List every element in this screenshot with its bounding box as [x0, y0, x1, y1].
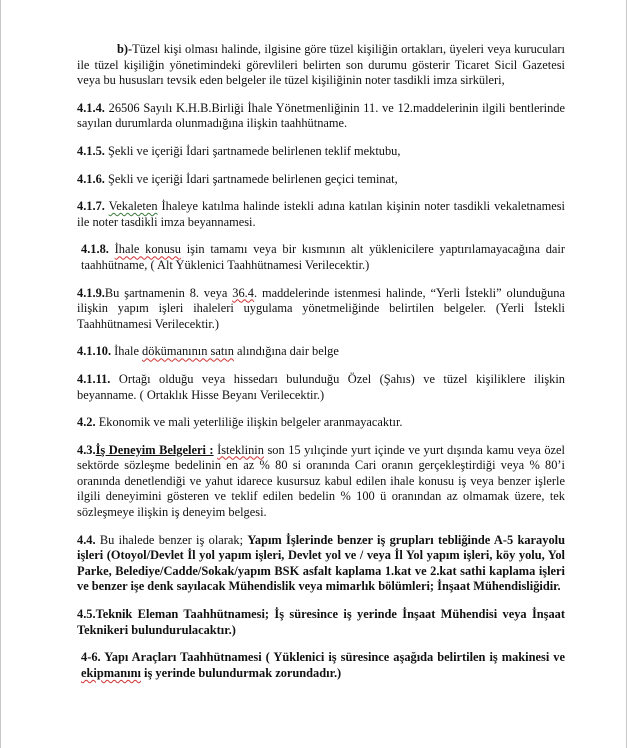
- item-pre: Bu ihalede benzer iş olarak;: [95, 532, 248, 547]
- item-text: . maddelerinde istenmesi halinde, “Yerli İstekli” olunduğuna ilişkin yapım işleri ihaleleri uygulama yönetmeliğinde belirtilen belgeler. (Yerli İstekli Taahhütnamesi Verilecektir.): [77, 285, 565, 331]
- item-text: Ekonomik ve mali yeterliliğe ilişkin belgeler aranmayacaktır.: [95, 415, 403, 430]
- paragraph-b: [77, 42, 565, 89]
- paragraph-4-1-9: [77, 286, 565, 333]
- item-number: 4.3.: [77, 442, 96, 457]
- item-number: 4.1.10.: [77, 344, 112, 359]
- item-number: 4.1.9.: [77, 285, 105, 300]
- item-number: 4-6.: [81, 650, 101, 665]
- item-number: 4.1.5.: [77, 143, 105, 158]
- paragraph-4-1-5: [77, 144, 565, 160]
- flagged-word: İsteklinin: [217, 442, 264, 457]
- item-text: 4.5.Teknik Eleman Taahhütnamesi; İş süresince iş yerinde İnşaat Mühendisi veya İnşaat Teknikeri bulundurulacaktır.): [77, 607, 565, 637]
- item-text: işin tamamı veya bir kısmının alt yüklenicilere yaptırılamayacağına dair taahhütname, ( Alt Yüklenici Taahhütnamesi Verilecektir.): [81, 242, 565, 272]
- item-text: iş yerinde bulundurmak zorundadır.): [140, 665, 342, 680]
- paragraph-4-1-4: [77, 101, 565, 132]
- item-label: b)-: [117, 42, 133, 56]
- paragraph-4-1-11: [77, 372, 565, 403]
- paragraph-4-1-6: [77, 172, 565, 188]
- paragraph-4-2: [77, 415, 565, 431]
- item-text: Şekli ve içeriği İdari şartnamede belirlenen teklif mektubu,: [104, 143, 401, 158]
- flagged-word: dökümanının satın: [142, 344, 234, 359]
- item-pre: Bu şartnamenin 8. veya: [104, 285, 233, 300]
- flagged-word: Vekaleten: [108, 199, 158, 214]
- paragraph-4-4: [77, 533, 565, 595]
- item-bold-text: Yapım İşlerinde benzer iş grupları tebliğinde A-5 karayolu işleri (Otoyol/Devlet İl yol yapım işleri, Devlet yol ve / veya İl Yol yapım işleri, köy yolu, Yol Parke, Belediye/Cadde/Sokak/yapım BSK asfalt kaplama 1.kat ve 2.kat sathi kaplama işleri ve benzer işe denk sayılacak Mühendislik veya mimarlık bölümleri; İnşaat Mühendisliğidir.: [77, 532, 565, 594]
- item-number: 4.1.7.: [77, 199, 105, 214]
- flagged-word: İhale konusu: [114, 242, 181, 257]
- item-text: son 15 yılıçinde yurt içinde ve yurt dışında kamu veya özel sektörde sözleşme bedelinin en az % 80 si oranında Cari oranın gerçekleştirdiği veya % 80’i oranında denetlendiği ve yahut idarece kusursuz kabul edilen ihale konusu iş veya benzer işlerle ilgili deneyimini gösteren ve teklif edilen bedelin % 100 ü oranından az olmamak üzere, tek sözleşmeye ilişkin iş deneyim belgesi.: [77, 442, 565, 520]
- item-text: 26506 Sayılı K.H.B.Birliği İhale Yönetmenliğinin 11. ve 12.maddelerinin ilgili bentlerinde sayılan durumlarda olunmadığına ilişkin taahhütname.: [77, 100, 565, 131]
- paragraph-4-5: [77, 607, 565, 638]
- flagged-word: ekipmanını: [81, 665, 141, 680]
- item-title: İş Deneyim Belgeleri :: [95, 442, 214, 457]
- item-number: 4.1.8.: [81, 242, 109, 257]
- paragraph-4-6: [77, 650, 565, 681]
- paragraph-4-1-7: [77, 199, 565, 230]
- item-number: 4.4.: [77, 532, 96, 547]
- paragraph-4-1-10: [77, 344, 565, 360]
- item-number: 4.1.4.: [77, 100, 105, 115]
- item-pre: İhale: [111, 344, 143, 359]
- item-text: Ortağı olduğu veya hissedarı bulunduğu Özel (Şahıs) ve tüzel kişiliklere ilişkin beyanname. ( Ortaklık Hisse Beyanı Verilecektir.): [77, 371, 565, 402]
- paragraph-4-1-8: [77, 242, 565, 273]
- item-text: Tüzel kişi olması halinde, ilgisine göre tüzel kişiliğin ortakları, üyeleri veya kurucuları ile tüzel kişiliğin yönetimindeki görevlileri belirten son durumu gösterir Ticaret Sicil Gazetesi veya bu hususları tevsik eden belgeler ile tüzel kişiliğinin noter tasdikli imza sirküleri,: [77, 42, 565, 88]
- item-number: 4.1.11.: [77, 371, 111, 386]
- item-text: Şekli ve içeriği İdari şartnamede belirlenen geçici teminat,: [104, 171, 398, 186]
- item-number: 4.2.: [77, 415, 96, 430]
- item-number: 4.1.6.: [77, 171, 105, 186]
- item-text: İhaleye katılma halinde istekli adına katılan kişinin noter tasdikli vekaletnamesi ile noter tasdikli imza beyannamesi.: [77, 199, 565, 229]
- document-body: [77, 42, 565, 693]
- item-pre: Yapı Araçları Taahhütnamesi ( Yüklenici iş süresince aşağıda belirtilen iş makinesi ve: [100, 650, 565, 665]
- flagged-word: 36.4: [232, 285, 254, 300]
- item-text: alındığına dair belge: [233, 344, 339, 359]
- paragraph-4-3: [77, 443, 565, 521]
